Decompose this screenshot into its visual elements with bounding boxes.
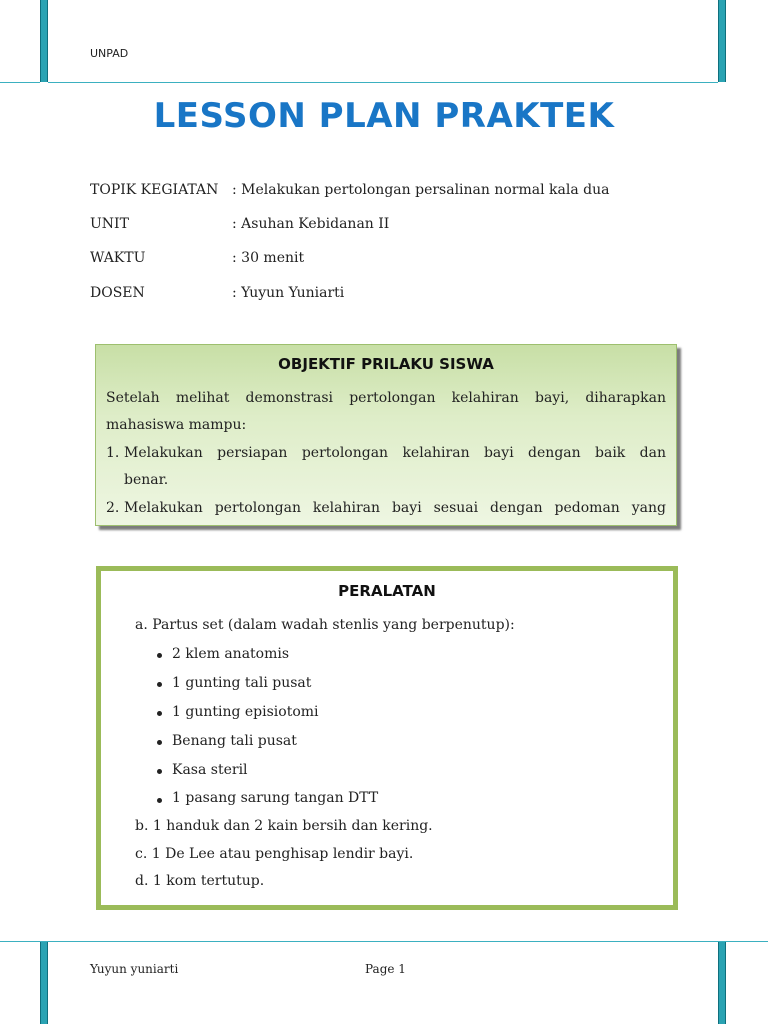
info-value: : Asuhan Kebidanan II	[232, 216, 390, 232]
objektif-item-1	[106, 440, 666, 467]
objektif-item-text: Melakukan pertolongan kelahiran bayi sesuai dengan pedoman yang	[124, 500, 666, 516]
peralatan-bullet-item: Benang tali pusat	[172, 733, 297, 749]
objektif-item-text: Melakukan persiapan pertolongan kelahiran bayi dengan baik dan	[124, 445, 666, 461]
objektif-item-1-cont: benar.	[124, 472, 169, 488]
peralatan-bullet-item: Kasa steril	[172, 762, 248, 778]
bullet-icon	[157, 798, 162, 803]
objektif-title: OBJEKTIF PRILAKU SISWA	[278, 355, 494, 373]
footer-page-number: Page 1	[365, 962, 406, 976]
peralatan-item-a: a. Partus set (dalam wadah stenlis yang berpenutup):	[135, 617, 515, 633]
header-rule-left	[0, 82, 40, 83]
peralatan-bullet-item: 1 gunting tali pusat	[172, 675, 312, 691]
frame-bar-top-left	[40, 0, 48, 82]
objektif-item-2	[106, 495, 666, 522]
bullet-icon	[157, 682, 162, 687]
footer-rule	[0, 941, 768, 942]
header-rule-middle	[48, 82, 718, 83]
info-label: UNIT	[90, 216, 129, 232]
peralatan-bullet-item: 1 gunting episiotomi	[172, 704, 319, 720]
bullet-icon	[157, 711, 162, 716]
peralatan-item-d: d. 1 kom tertutup.	[135, 873, 265, 889]
frame-bar-top-right	[718, 0, 726, 82]
frame-bar-bottom-left	[40, 941, 48, 1024]
objektif-item-number: 2.	[106, 500, 120, 516]
objektif-item-number: 1.	[106, 445, 120, 461]
bullet-icon	[157, 769, 162, 774]
objektif-box	[95, 344, 677, 526]
peralatan-item-c: c. 1 De Lee atau penghisap lendir bayi.	[135, 846, 414, 862]
peralatan-title: PERALATAN	[338, 582, 436, 600]
peralatan-item-b: b. 1 handuk dan 2 kain bersih dan kering.	[135, 818, 433, 834]
footer-author: Yuyun yuniarti	[90, 962, 179, 976]
info-value: : Melakukan pertolongan persalinan normal kala dua	[232, 182, 610, 198]
peralatan-bullet-item: 1 pasang sarung tangan DTT	[172, 790, 379, 806]
header-org: UNPAD	[90, 47, 129, 60]
objektif-intro-line2: mahasiswa mampu:	[106, 417, 247, 433]
bullet-icon	[157, 653, 162, 658]
info-label: TOPIK KEGIATAN	[90, 182, 219, 198]
info-value: : 30 menit	[232, 250, 305, 266]
page-title: LESSON PLAN PRAKTEK	[153, 96, 615, 136]
info-value: : Yuyun Yuniarti	[232, 285, 345, 301]
objektif-intro-line1: Setelah melihat demonstrasi pertolongan kelahiran bayi, diharapkan	[106, 390, 666, 406]
bullet-icon	[157, 740, 162, 745]
frame-bar-bottom-right	[718, 941, 726, 1024]
peralatan-bullet-item: 2 klem anatomis	[172, 646, 290, 662]
peralatan-box	[96, 566, 678, 910]
info-label: DOSEN	[90, 285, 145, 301]
info-label: WAKTU	[90, 250, 146, 266]
